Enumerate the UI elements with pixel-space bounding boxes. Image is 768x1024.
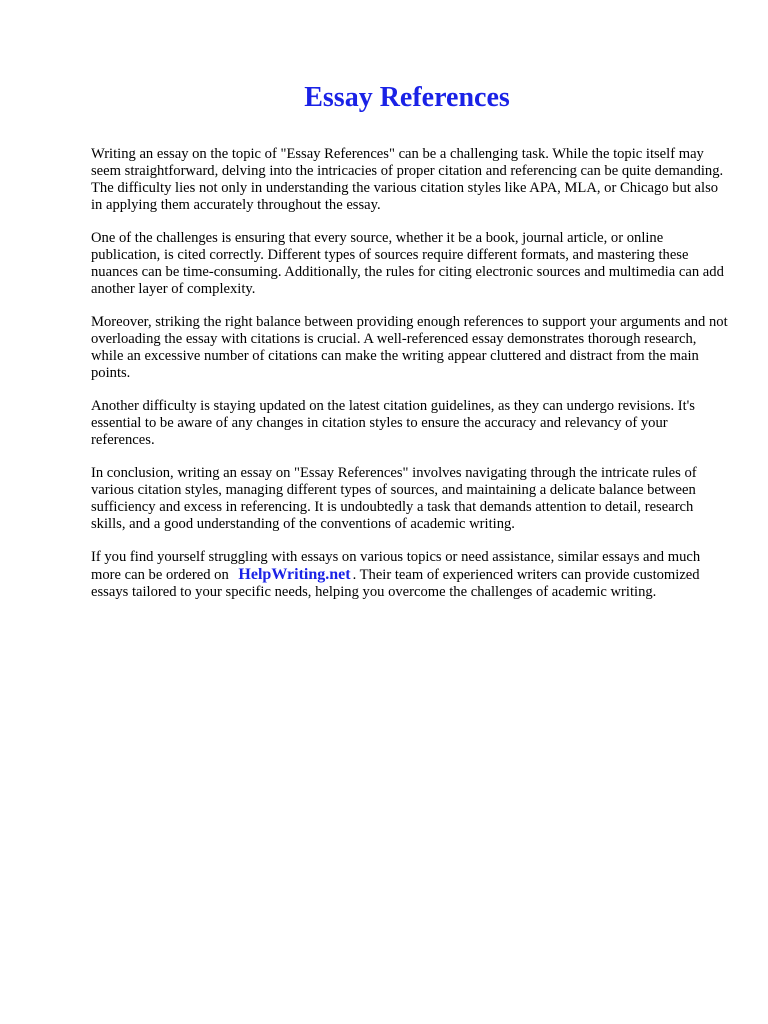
paragraph-1: Writing an essay on the topic of "Essay References" can be a challenging task. While the topic itself may seem straightforward, delving into the intricacies of proper citation and referencing can be quite demanding. The difficulty lies not only in understanding the various citation styles like APA, MLA, or Chicago but also in applying them accurately throughout the essay. — [91, 146, 724, 213]
paragraph-5: In conclusion, writing an essay on "Essay References" involves navigating through the intricate rules of various citation styles, managing different types of sources, and maintaining a delicate balance between sufficiency and excess in referencing. It is undoubtedly a task that demands attention to detail, research skills, and a good understanding of the conventions of academic writing. — [91, 465, 697, 532]
paragraph-final-text-before: If you find yourself struggling with essays on various topics or need assistance, similar essays and much more can be ordered on — [91, 549, 701, 583]
paragraph-4: Another difficulty is staying updated on the latest citation guidelines, as they can undergo revisions. It's essential to be aware of any changes in citation styles to ensure the accuracy and relevancy of your references. — [91, 398, 695, 448]
page-title: Essay References — [304, 82, 510, 113]
paragraph-3: Moreover, striking the right balance between providing enough references to support your arguments and not overloading the essay with citations is crucial. A well-referenced essay demonstrates thorough research, while an excessive number of citations can make the writing appear cluttered and distract from the main points. — [91, 314, 728, 381]
paragraph-2: One of the challenges is ensuring that every source, whether it be a book, journal article, or online publication, is cited correctly. Different types of sources require different formats, and mastering these nuances can be time-consuming. Additionally, the rules for citing electronic sources and multimedia can add another layer of complexity. — [91, 230, 724, 297]
document-body — [91, 146, 731, 617]
paragraph-final — [91, 549, 731, 601]
paragraph-final-text-after: . Their team of experienced writers can provide customized essays tailored to your specific needs, helping you overcome the challenges of academic writing. — [91, 567, 700, 600]
helpwriting-link[interactable]: HelpWriting.net — [238, 566, 351, 583]
